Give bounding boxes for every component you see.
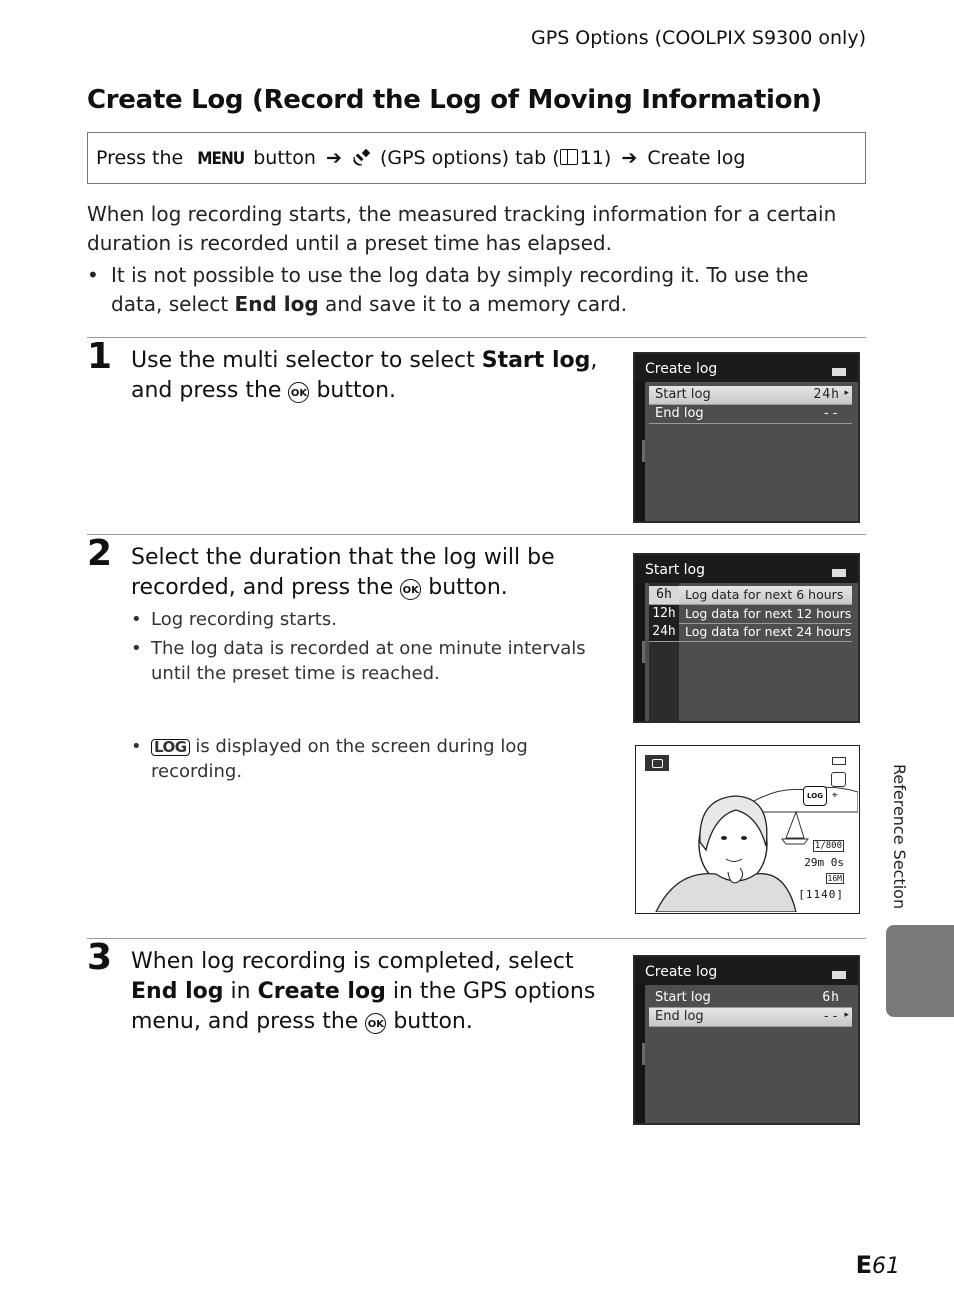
step-2-sub-2 (131, 636, 601, 686)
step-3-bold-a: End log (131, 979, 224, 1004)
caret-right-icon: ▸ (844, 388, 849, 398)
menu-path-create-log: Create log (647, 147, 746, 169)
divider (87, 938, 866, 939)
duration-row (649, 623, 852, 642)
step-1-text-a: Use the multi selector to select (131, 348, 475, 373)
row-label: End log (655, 406, 704, 421)
screen-title: Start log (645, 562, 705, 578)
menu-path-box (87, 132, 866, 184)
step-1-text-c: button. (316, 378, 397, 403)
row-label: Start log (655, 990, 711, 1005)
log-recording-icon: LOG (803, 786, 827, 806)
battery-icon (832, 368, 846, 376)
intro-bullet-bold: End log (234, 292, 319, 316)
menu-row-start-log (649, 989, 852, 1008)
duration-value: 12h (649, 605, 679, 623)
step-1-text (131, 346, 621, 406)
menu-button-icon: MENU (197, 149, 245, 169)
step-3-text-c: in the GPS options menu, and press the (131, 979, 596, 1034)
camera-screen-create-log-end (633, 955, 860, 1125)
bullet-icon: • (131, 609, 142, 630)
step-3-text-b: in (230, 979, 251, 1004)
step-number: 3 (87, 937, 113, 978)
screen-menu (645, 985, 858, 1123)
step-3-text (131, 947, 613, 1037)
reference-section-label (884, 764, 924, 914)
step-2-text-b: button. (428, 575, 508, 600)
menu-path-page-ref: 11) (579, 147, 612, 169)
caret-right-icon: ▸ (844, 1010, 849, 1020)
sub-text: is displayed on the screen during log recording. (151, 736, 528, 782)
menu-path (96, 147, 745, 169)
duration-value: 24h (649, 623, 679, 641)
image-size-icon: 16M (827, 874, 842, 883)
bullet-icon: • (87, 263, 99, 287)
sub-text: The log data is recorded at one minute intervals until the preset time is reached. (151, 638, 586, 684)
menu-path-button: button (253, 147, 316, 169)
menu-path-press: Press the (96, 147, 184, 169)
step-3-text-a: When log recording is completed, select (131, 949, 574, 974)
step-2-text-a: Select the duration that the log will be recorded, and press the (131, 545, 555, 600)
intro-bullet-text-end: and save it to a memory card. (325, 292, 628, 316)
screen-sidebar (635, 985, 645, 1123)
movie-time-readout: 29m 0s (804, 856, 844, 869)
row-label: Start log (655, 387, 711, 402)
row-label: End log (655, 1009, 704, 1024)
intro-bullet (87, 261, 847, 319)
step-1-text-b: , and press the (131, 348, 598, 403)
page-number (856, 1251, 900, 1279)
step-3-bold-b: Create log (257, 979, 386, 1004)
menu-row-start-log (649, 386, 852, 405)
duration-value: 6h (649, 586, 679, 604)
row-value: 24h (813, 387, 840, 402)
duration-row (649, 586, 852, 605)
step-2-text (131, 543, 591, 603)
battery-icon (832, 971, 846, 979)
screen-sidebar (635, 583, 645, 721)
vibration-reduction-icon (831, 772, 846, 787)
menu-row-end-log (649, 1008, 852, 1027)
ok-button-icon: OK (288, 382, 309, 403)
step-number: 1 (87, 336, 113, 377)
gps-icon: ⌖ (832, 790, 838, 801)
arrow-right-icon: ➔ (621, 147, 638, 169)
section-title: Create Log (Record the Log of Moving Information) (87, 85, 823, 115)
step-3-text-d: button. (393, 1009, 473, 1034)
row-value: -- (822, 406, 840, 421)
sub-text: Log recording starts. (151, 609, 337, 630)
menu-row-end-log (649, 405, 852, 424)
bullet-icon: • (131, 638, 142, 659)
step-2-sub-3 (131, 734, 611, 784)
battery-icon (832, 757, 846, 765)
shooting-screen-illustration (635, 745, 860, 914)
step-1-bold: Start log (481, 348, 591, 373)
screen-title: Create log (645, 361, 718, 377)
camera-mode-icon (645, 755, 669, 771)
step-2-sub-1 (131, 607, 601, 632)
page-prefix-icon: E (855, 1251, 872, 1279)
section-tab (886, 925, 954, 1017)
duration-text: Log data for next 24 hours (685, 624, 852, 639)
page-header-title: GPS Options (COOLPIX S9300 only) (531, 27, 866, 49)
intro-paragraph: When log recording starts, the measured tracking information for a certain duration is recorded until a preset time has elapsed. (87, 202, 837, 255)
frame-count-value: 1140 (805, 888, 837, 901)
screen-menu (645, 583, 858, 721)
duration-text: Log data for next 6 hours (685, 587, 844, 602)
log-icon: LOG (151, 739, 190, 756)
book-reference-icon (560, 149, 578, 165)
menu-path-gps-tab: (GPS options) tab ( (379, 147, 560, 169)
divider (87, 337, 866, 338)
intro-bullet-text: It is not possible to use the log data by simply recording it. To use the data, select (111, 263, 809, 316)
row-value: 6h (822, 990, 840, 1005)
page-number-value: 61 (872, 1254, 900, 1279)
ok-button-icon: OK (400, 579, 421, 600)
camera-screen-start-log (633, 553, 860, 723)
ok-button-icon: OK (365, 1013, 386, 1034)
screen-sidebar (635, 382, 645, 521)
bullet-icon: • (131, 736, 142, 757)
frame-count: [1140] (798, 888, 844, 901)
side-tab-text: Reference Section (890, 764, 909, 910)
divider (87, 534, 866, 535)
step-number: 2 (87, 533, 113, 574)
battery-icon (832, 569, 846, 577)
duration-row (649, 605, 852, 624)
camera-screen-create-log (633, 352, 860, 523)
gps-satellite-icon (352, 148, 374, 166)
screen-menu (645, 382, 858, 521)
row-value: -- (822, 1009, 840, 1024)
arrow-right-icon: ➔ (325, 147, 342, 169)
exposure-readout: 1/800 (814, 841, 842, 851)
duration-text: Log data for next 12 hours (685, 606, 852, 621)
screen-title: Create log (645, 964, 718, 980)
